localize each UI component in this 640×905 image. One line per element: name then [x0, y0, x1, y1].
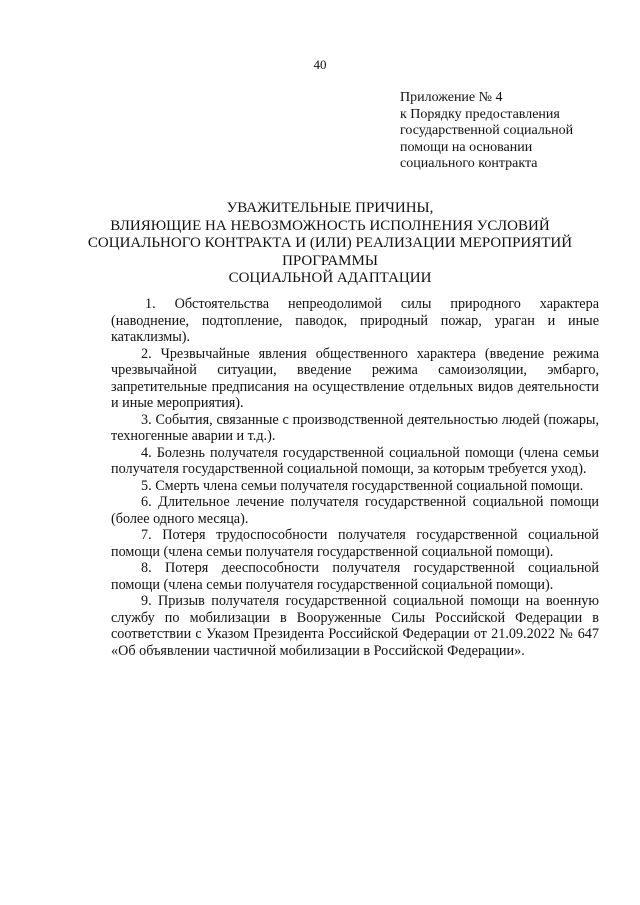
reason-item: 1. Обстоятельства непреодолимой силы природного характера (наводнение, подтопление, паводок, природный пожар, ураган и иные катаклизмы). — [111, 296, 599, 345]
reason-item: 3. События, связанные с производственной деятельностью людей (пожары, техногенные аварии и т.д.). — [111, 411, 599, 444]
appendix-line: Приложение № 4 — [400, 90, 503, 105]
reasons-list — [111, 296, 599, 659]
appendix-header — [400, 90, 630, 173]
title-line: СОЦИАЛЬНОЙ АДАПТАЦИИ — [228, 270, 432, 286]
document-title — [60, 200, 600, 288]
appendix-line: к Порядку предоставления — [400, 106, 560, 122]
reason-item: 7. Потеря трудоспособности получателя государственной социальной помощи (члена семьи получателя государственной социальной помощи). — [111, 527, 599, 560]
reason-item: 5. Смерть члена семьи получателя государственной социальной помощи. — [141, 477, 584, 494]
appendix-line: помощи на основании — [400, 139, 533, 155]
reason-item: 4. Болезнь получателя государственной социальной помощи (члена семьи получателя государственной социальной помощи, за которым требуется уход). — [111, 444, 599, 477]
reason-item: 9. Призыв получателя государственной социальной помощи на военную службу по мобилизации в Вооруженные Силы Российской Федерации в соответствии с Указом Президента Российской Федерации от 21.09.2022 № 647 «Об объявлении частичной мобилизации в Российской Федерации». — [111, 593, 599, 659]
page-number: 40 — [313, 57, 327, 72]
appendix-line: социального контракта — [400, 156, 538, 172]
title-line: ПРОГРАММЫ — [282, 252, 378, 269]
reason-item: 2. Чрезвычайные явления общественного характера (введение режима чрезвычайной ситуации, введение режима самоизоляции, эмбарго, запретительные предписания на осуществление отдельных видов деятельности и иные мероприятия). — [111, 345, 599, 411]
title-line: СОЦИАЛЬНОГО КОНТРАКТА И (ИЛИ) РЕАЛИЗАЦИИ МЕРОПРИЯТИЙ — [87, 235, 573, 251]
reason-item: 6. Длительное лечение получателя государственной социальной помощи (более одного месяца). — [111, 494, 599, 527]
title-line: УВАЖИТЕЛЬНЫЕ ПРИЧИНЫ, — [226, 200, 434, 216]
appendix-line: государственной социальной — [400, 123, 574, 139]
title-line: ВЛИЯЮЩИЕ НА НЕВОЗМОЖНОСТЬ ИСПОЛНЕНИЯ УСЛОВИЙ — [110, 217, 550, 234]
reason-item: 8. Потеря дееспособности получателя государственной социальной помощи (члена семьи получателя государственной социальной помощи). — [111, 560, 599, 593]
